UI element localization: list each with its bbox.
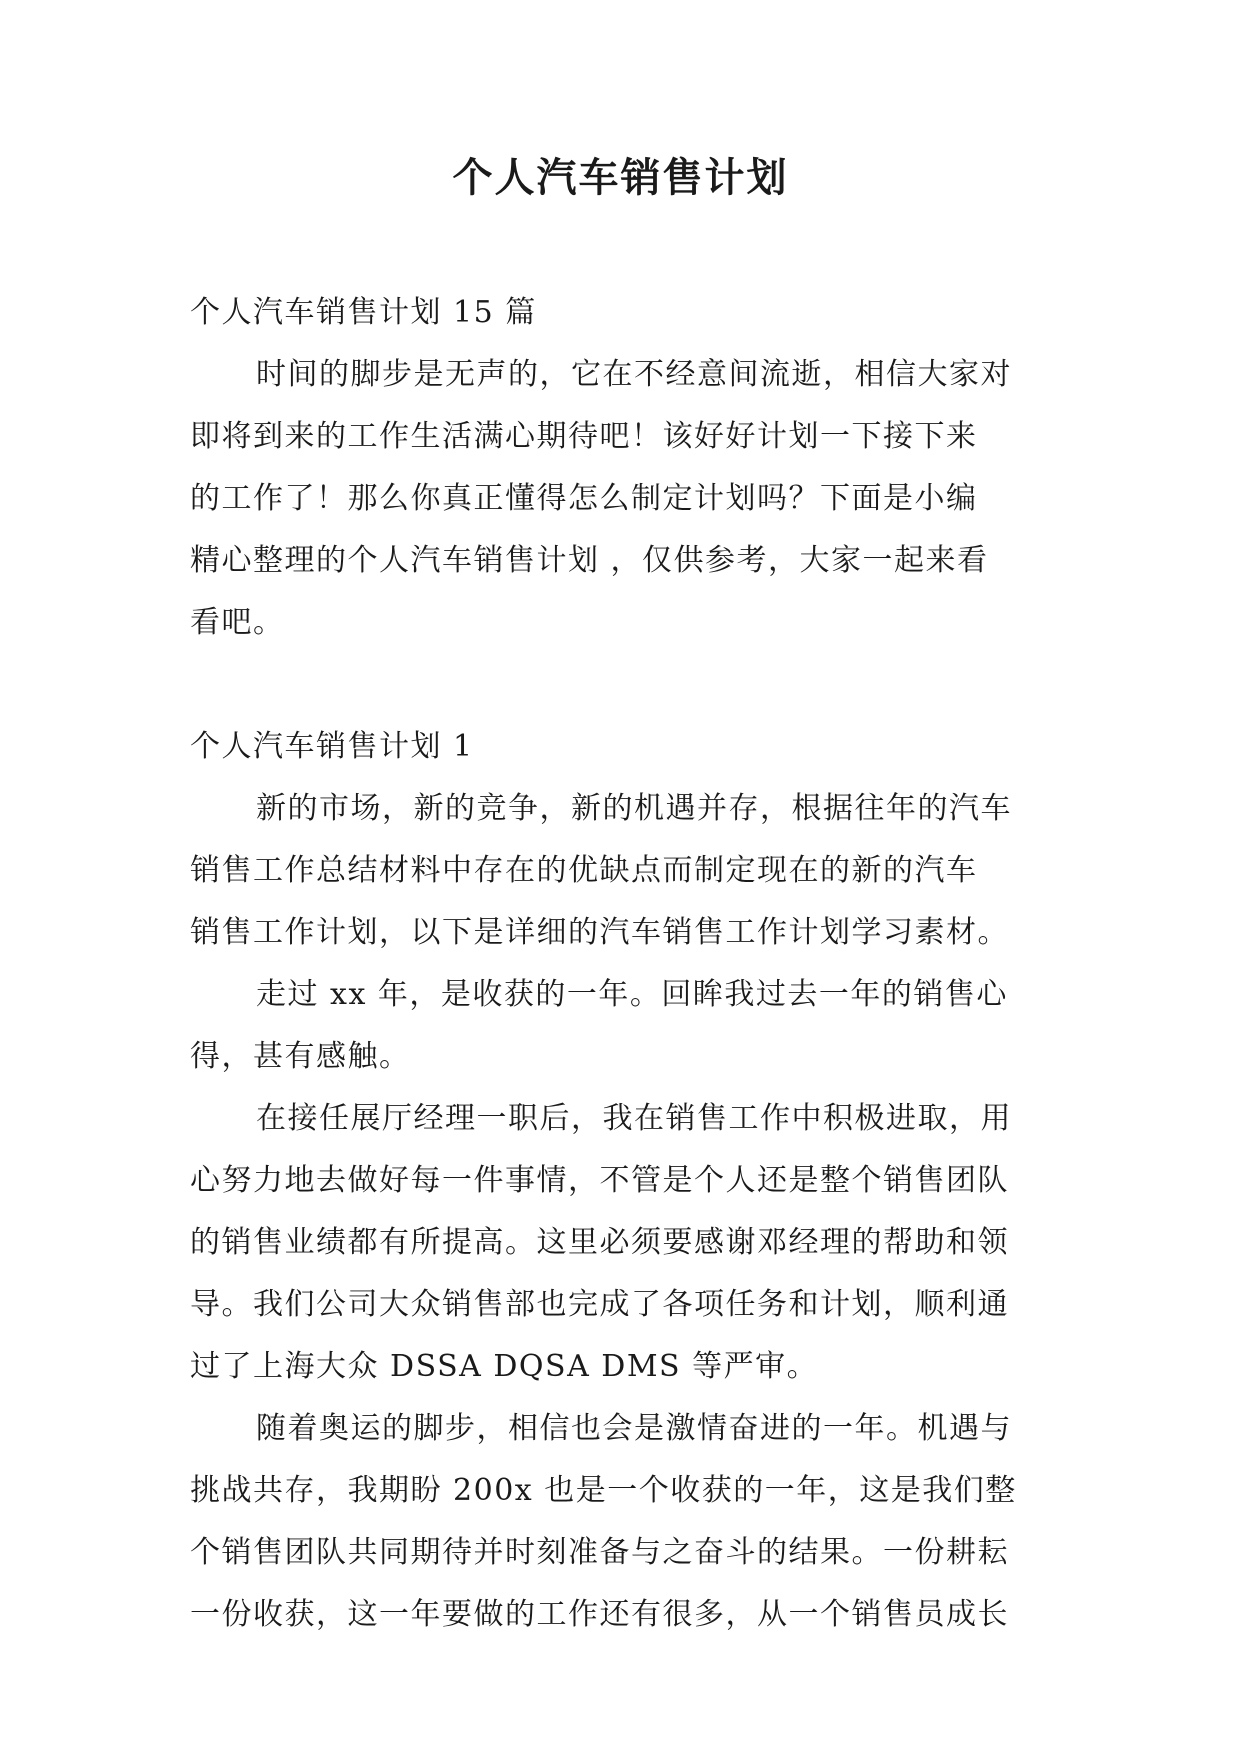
body-line: 的销售业绩都有所提高。这里必须要感谢邓经理的帮助和领 xyxy=(190,1225,1009,1260)
body-line: 心努力地去做好每一件事情，不管是个人还是整个销售团队 xyxy=(190,1163,1009,1198)
collection-subtitle: 个人汽车销售计划 15 篇 xyxy=(190,295,537,330)
intro-line: 看吧。 xyxy=(190,605,285,640)
body-line: 在接任展厅经理一职后，我在销售工作中积极进取，用 xyxy=(256,1101,1012,1136)
intro-line: 的工作了！那么你真正懂得怎么制定计划吗？下面是小编 xyxy=(190,481,978,516)
body-line: 走过 xx 年，是收获的一年。回眸我过去一年的销售心 xyxy=(256,977,1008,1012)
document-body xyxy=(190,282,1056,1646)
body-line: 销售工作总结材料中存在的优缺点而制定现在的新的汽车 xyxy=(190,853,978,888)
body-line: 一份收获，这一年要做的工作还有很多，从一个销售员成长 xyxy=(190,1597,1009,1632)
intro-line: 即将到来的工作生活满心期待吧！该好好计划一下接下来 xyxy=(190,419,978,454)
intro-line: 精心整理的个人汽车销售计划 ，仅供参考，大家一起来看 xyxy=(190,543,989,578)
body-line: 过了上海大众 DSSA DQSA DMS 等严审。 xyxy=(190,1349,819,1384)
body-line: 销售工作计划，以下是详细的汽车销售工作计划学习素材。 xyxy=(190,915,1009,950)
document-title: 个人汽车销售计划 xyxy=(452,154,789,201)
intro-line: 时间的脚步是无声的，它在不经意间流逝，相信大家对 xyxy=(256,357,1012,392)
body-line: 得，甚有感触。 xyxy=(190,1039,411,1074)
body-line: 挑战共存，我期盼 200x 也是一个收获的一年，这是我们整 xyxy=(190,1473,1017,1508)
body-line: 导。我们公司大众销售部也完成了各项任务和计划，顺利通 xyxy=(190,1287,1009,1322)
body-line: 个销售团队共同期待并时刻准备与之奋斗的结果。一份耕耘 xyxy=(190,1535,1009,1570)
body-line: 随着奥运的脚步，相信也会是激情奋进的一年。机遇与 xyxy=(256,1411,1012,1446)
body-line: 新的市场，新的竞争，新的机遇并存，根据往年的汽车 xyxy=(256,791,1012,826)
section-heading: 个人汽车销售计划 1 xyxy=(190,729,474,764)
paragraph-spacer xyxy=(190,654,1056,716)
